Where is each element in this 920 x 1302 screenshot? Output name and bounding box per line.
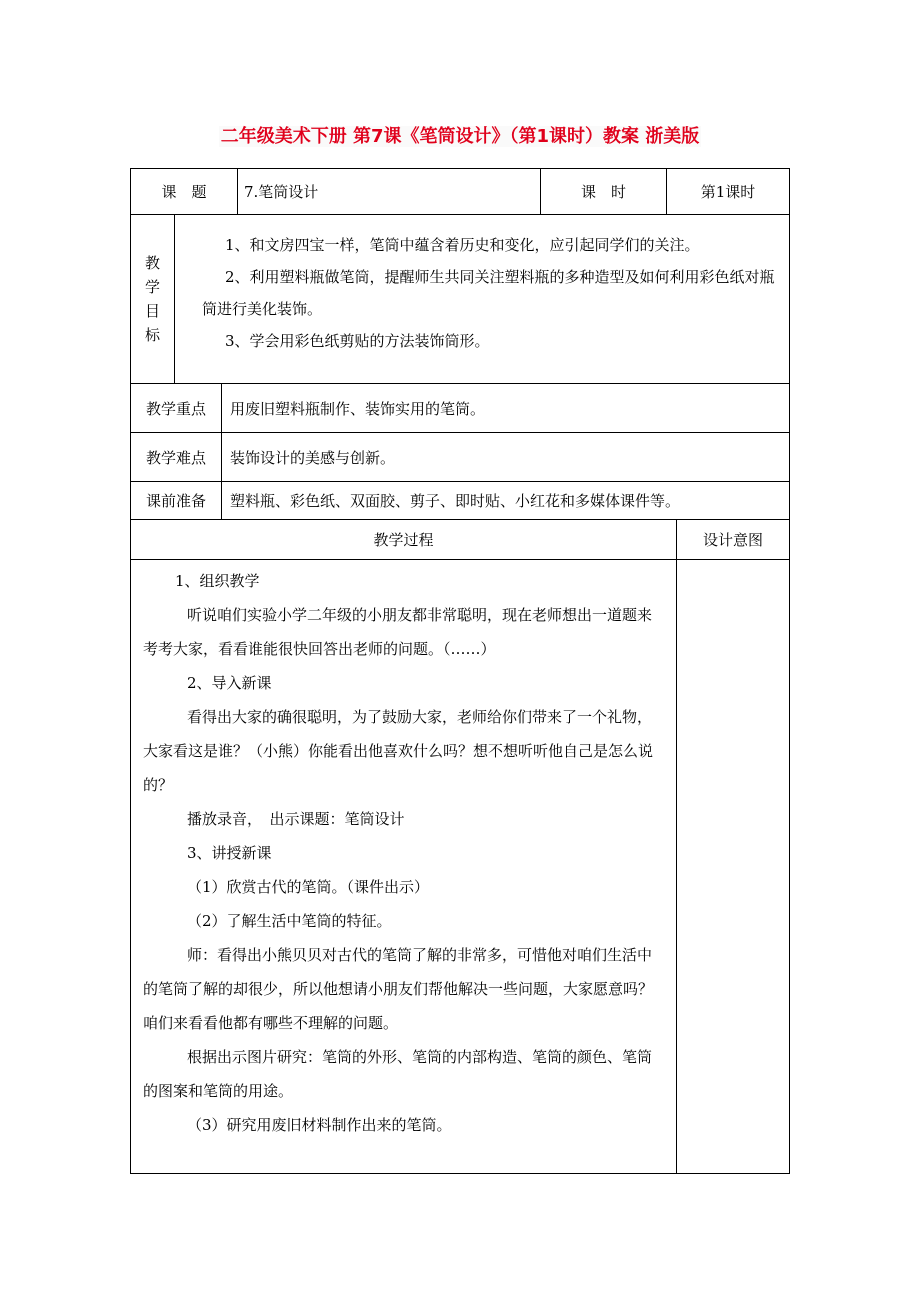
- difficulty-value: 装饰设计的美感与创新。: [230, 448, 396, 467]
- goal-item: 3、学会用彩色纸剪贴的方法装饰筒形。: [225, 332, 490, 350]
- process-content-cell: [131, 560, 677, 1173]
- lesson-plan-table: [130, 168, 790, 1174]
- topic-value-cell: [238, 169, 541, 214]
- process-paragraph: 播放录音， 出示课题：笔筒设计: [187, 810, 405, 828]
- process-body-row: [131, 560, 789, 1173]
- process-header-cell: [131, 520, 677, 559]
- goals-label-cell: [131, 215, 175, 383]
- preparation-label-cell: [131, 482, 222, 519]
- goal-item: 2、利用塑料瓶做笔筒，提醒师生共同关注塑料瓶的多种造型及如何利用彩色纸对瓶筒进行美化装饰。: [202, 268, 775, 318]
- key-point-row: [131, 384, 789, 433]
- preparation-label: 课前准备: [145, 492, 206, 510]
- process-header-row: [131, 520, 789, 560]
- topic-label: 课 题: [161, 183, 207, 201]
- goals-label-char: 教: [144, 254, 160, 272]
- period-value-cell: [667, 169, 789, 214]
- difficulty-value-cell: [222, 433, 789, 481]
- process-paragraph: （2）了解生活中笔筒的特征。: [187, 912, 392, 930]
- key-point-value-cell: [222, 384, 789, 432]
- goals-content-cell: [175, 215, 789, 383]
- process-paragraph: 根据出示图片研究：笔筒的外形、笔筒的内部构造、笔筒的颜色、笔筒的图案和笔筒的用途。: [143, 1048, 653, 1100]
- process-paragraph: 2、导入新课: [187, 674, 272, 692]
- process-paragraph: 看得出大家的确很聪明，为了鼓励大家，老师给你们带来了一个礼物，大家看这是谁？（小熊）你能看出他喜欢什么吗？想不想听听他自己是怎么说的？: [143, 708, 654, 794]
- difficulty-label: 教学难点: [145, 448, 206, 467]
- process-paragraph: （1）欣赏古代的笔筒。（课件出示）: [187, 878, 430, 896]
- topic-label-cell: [131, 169, 238, 214]
- period-label-cell: [541, 169, 667, 214]
- preparation-value-cell: [222, 482, 789, 519]
- goals-label-char: 学: [144, 278, 160, 296]
- difficulty-label-cell: [131, 433, 222, 481]
- goals-label-char: 目: [144, 302, 160, 320]
- difficulty-row: [131, 433, 789, 482]
- document-title: [0, 124, 920, 150]
- process-paragraph: 1、组织教学: [175, 572, 260, 590]
- goals-label-char: 标: [144, 326, 160, 344]
- topic-value: 7.笔筒设计: [244, 183, 319, 201]
- period-label: 课 时: [580, 183, 626, 201]
- period-value: 第1课时: [700, 183, 756, 201]
- intent-content-cell: [677, 560, 789, 1173]
- process-paragraph: （3）研究用废旧材料制作出来的笔筒。: [187, 1116, 452, 1134]
- intent-header-cell: [677, 520, 789, 559]
- key-point-label-cell: [131, 384, 222, 432]
- process-paragraph: 师：看得出小熊贝贝对古代的笔筒了解的非常多，可惜他对咱们生活中的笔筒了解的却很少，所以他想请小朋友们帮他解决一些问题，大家愿意吗？咱们来看看他都有哪些不理解的问题。: [143, 946, 654, 1032]
- header-row: [131, 169, 789, 215]
- process-paragraph: 3、讲授新课: [187, 844, 272, 862]
- preparation-row: [131, 482, 789, 520]
- key-point-label: 教学重点: [145, 399, 206, 418]
- goal-item: 1、和文房四宝一样，笔筒中蕴含着历史和变化，应引起同学们的关注。: [225, 236, 700, 254]
- preparation-value: 塑料瓶、彩色纸、双面胶、剪子、即时贴、小红花和多媒体课件等。: [230, 492, 681, 510]
- document-title-text: 二年级美术下册 第7课《笔筒设计》（第1课时）教案 浙美版: [220, 126, 700, 147]
- goals-row: [131, 215, 789, 384]
- process-paragraph: 听说咱们实验小学二年级的小朋友都非常聪明，现在老师想出一道题来考考大家，看看谁能很快回答出老师的问题。（……）: [143, 606, 653, 658]
- intent-header-label: 设计意图: [702, 531, 763, 549]
- process-header-label: 教学过程: [373, 531, 434, 549]
- key-point-value: 用废旧塑料瓶制作、装饰实用的笔筒。: [230, 399, 486, 418]
